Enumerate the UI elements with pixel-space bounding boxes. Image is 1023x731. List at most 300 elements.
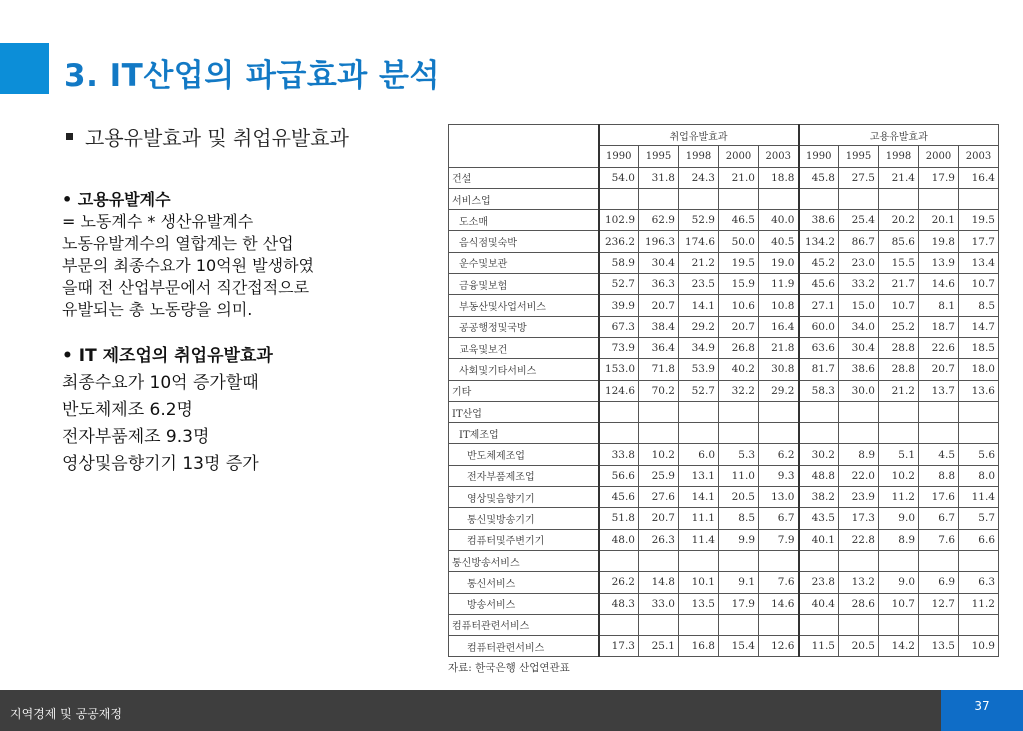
subheading-text: 고용유발효과 및 취업유발효과	[85, 126, 349, 150]
value-cell: 11.2	[879, 487, 919, 508]
section2-heading: • IT 제조업의 취업유발효과	[62, 346, 273, 366]
value-cell: 174.6	[679, 231, 719, 252]
value-cell	[879, 423, 919, 444]
row-label-cell: 컴퓨터관련서비스	[449, 614, 599, 635]
value-cell: 34.9	[679, 337, 719, 358]
year-header-cell: 1995	[839, 146, 879, 167]
value-cell: 23.0	[839, 252, 879, 273]
value-cell: 13.1	[679, 465, 719, 486]
value-cell: 20.7	[639, 295, 679, 316]
value-cell: 15.5	[879, 252, 919, 273]
value-cell	[599, 423, 639, 444]
value-cell: 17.9	[719, 593, 759, 614]
table-row	[449, 274, 999, 295]
value-cell: 39.9	[599, 295, 639, 316]
value-cell: 13.5	[919, 636, 959, 657]
value-cell: 48.8	[799, 465, 839, 486]
value-cell: 5.6	[959, 444, 999, 465]
value-cell	[759, 423, 799, 444]
value-cell: 33.2	[839, 274, 879, 295]
value-cell: 27.6	[639, 487, 679, 508]
row-label-cell: 교육및보건	[449, 337, 599, 358]
value-cell	[599, 550, 639, 571]
value-cell	[639, 423, 679, 444]
value-cell	[919, 550, 959, 571]
year-header-cell: 2000	[719, 146, 759, 167]
value-cell: 25.2	[879, 316, 919, 337]
value-cell: 19.5	[719, 252, 759, 273]
section2-line: 전자부품제조 9.3명	[62, 427, 210, 447]
page-number-box	[941, 690, 1023, 731]
value-cell: 17.6	[919, 487, 959, 508]
table-row	[449, 401, 999, 422]
value-cell: 70.2	[639, 380, 679, 401]
value-cell: 40.5	[759, 231, 799, 252]
table-row	[449, 550, 999, 571]
value-cell: 17.7	[959, 231, 999, 252]
value-cell: 10.6	[719, 295, 759, 316]
value-cell: 22.0	[839, 465, 879, 486]
value-cell	[879, 188, 919, 209]
value-cell: 6.7	[919, 508, 959, 529]
value-cell: 20.2	[879, 210, 919, 231]
value-cell	[639, 614, 679, 635]
value-cell: 13.9	[919, 252, 959, 273]
value-cell	[959, 550, 999, 571]
row-label-cell: 금융및보험	[449, 274, 599, 295]
value-cell	[719, 188, 759, 209]
value-cell: 26.8	[719, 337, 759, 358]
row-label-cell: 건설	[449, 167, 599, 188]
value-cell: 27.1	[799, 295, 839, 316]
section1-heading: • 고용유발계수	[62, 190, 171, 209]
value-cell: 19.0	[759, 252, 799, 273]
value-cell	[959, 401, 999, 422]
value-cell: 153.0	[599, 359, 639, 380]
value-cell: 5.1	[879, 444, 919, 465]
value-cell: 24.3	[679, 167, 719, 188]
value-cell: 6.7	[759, 508, 799, 529]
value-cell: 28.8	[879, 359, 919, 380]
row-label-cell: 음식점및숙박	[449, 231, 599, 252]
value-cell: 20.5	[719, 487, 759, 508]
value-cell	[759, 550, 799, 571]
value-cell	[839, 188, 879, 209]
title-accent-bar	[0, 43, 49, 94]
page-number: 37	[974, 699, 990, 713]
year-header-cell: 1995	[639, 146, 679, 167]
employment-effect-table-wrap	[448, 124, 999, 675]
value-cell	[719, 401, 759, 422]
value-cell: 26.2	[599, 572, 639, 593]
value-cell	[879, 550, 919, 571]
value-cell: 29.2	[759, 380, 799, 401]
table-row	[449, 614, 999, 635]
value-cell: 56.6	[599, 465, 639, 486]
value-cell: 13.6	[959, 380, 999, 401]
value-cell: 38.2	[799, 487, 839, 508]
value-cell	[959, 188, 999, 209]
footer-bar	[0, 690, 1023, 731]
value-cell: 12.6	[759, 636, 799, 657]
value-cell: 27.5	[839, 167, 879, 188]
row-label-cell: 공공행정및국방	[449, 316, 599, 337]
value-cell: 9.1	[719, 572, 759, 593]
value-cell: 21.2	[679, 252, 719, 273]
value-cell: 52.7	[679, 380, 719, 401]
value-cell: 14.1	[679, 487, 719, 508]
value-cell: 40.0	[759, 210, 799, 231]
value-cell: 30.4	[639, 252, 679, 273]
value-cell: 10.7	[879, 593, 919, 614]
value-cell: 28.6	[839, 593, 879, 614]
value-cell: 25.9	[639, 465, 679, 486]
value-cell: 29.2	[679, 316, 719, 337]
value-cell	[839, 401, 879, 422]
value-cell: 30.8	[759, 359, 799, 380]
value-cell: 8.9	[879, 529, 919, 550]
row-label-cell: 통신방송서비스	[449, 550, 599, 571]
value-cell	[919, 614, 959, 635]
value-cell: 10.1	[679, 572, 719, 593]
value-cell: 13.4	[959, 252, 999, 273]
value-cell: 20.1	[919, 210, 959, 231]
value-cell: 10.2	[879, 465, 919, 486]
section1-line: 유발되는 총 노동량을 의미.	[62, 300, 253, 319]
value-cell: 8.5	[719, 508, 759, 529]
value-cell: 16.8	[679, 636, 719, 657]
value-cell: 51.8	[599, 508, 639, 529]
value-cell: 11.9	[759, 274, 799, 295]
value-cell: 21.4	[879, 167, 919, 188]
value-cell: 20.7	[639, 508, 679, 529]
table-row	[449, 252, 999, 273]
value-cell: 22.8	[839, 529, 879, 550]
row-label-cell: 도소매	[449, 210, 599, 231]
page-title: 3. IT산업의 파급효과 분석	[64, 58, 440, 94]
value-cell: 10.8	[759, 295, 799, 316]
year-header-cell: 2003	[959, 146, 999, 167]
value-cell: 20.5	[839, 636, 879, 657]
value-cell	[599, 188, 639, 209]
section1-line: 부문의 최종수요가 10억원 발생하였	[62, 256, 315, 275]
row-label-cell: 컴퓨터및주변기기	[449, 529, 599, 550]
value-cell: 58.9	[599, 252, 639, 273]
value-cell	[679, 401, 719, 422]
value-cell	[799, 614, 839, 635]
value-cell: 23.5	[679, 274, 719, 295]
value-cell: 124.6	[599, 380, 639, 401]
value-cell: 7.6	[919, 529, 959, 550]
value-cell: 25.4	[839, 210, 879, 231]
value-cell: 86.7	[839, 231, 879, 252]
value-cell: 52.9	[679, 210, 719, 231]
value-cell: 23.8	[799, 572, 839, 593]
value-cell: 7.9	[759, 529, 799, 550]
value-cell: 14.8	[639, 572, 679, 593]
value-cell: 30.2	[799, 444, 839, 465]
value-cell	[719, 614, 759, 635]
value-cell: 16.4	[759, 316, 799, 337]
value-cell: 10.9	[959, 636, 999, 657]
value-cell: 21.2	[879, 380, 919, 401]
value-cell: 32.2	[719, 380, 759, 401]
row-label-cell: IT산업	[449, 401, 599, 422]
table-row	[449, 295, 999, 316]
section2-line: 영상및음향기기 13명 증가	[62, 454, 259, 474]
year-header-cell: 2003	[759, 146, 799, 167]
table-row	[449, 359, 999, 380]
section1-line: = 노동계수 * 생산유발계수	[62, 212, 254, 231]
value-cell: 38.6	[839, 359, 879, 380]
value-cell: 17.9	[919, 167, 959, 188]
value-cell: 8.1	[919, 295, 959, 316]
value-cell: 17.3	[599, 636, 639, 657]
value-cell: 23.9	[839, 487, 879, 508]
table-row	[449, 231, 999, 252]
value-cell: 40.4	[799, 593, 839, 614]
value-cell: 20.7	[919, 359, 959, 380]
value-cell: 40.1	[799, 529, 839, 550]
footer-text: 지역경제 및 공공재정	[10, 707, 122, 721]
value-cell: 11.1	[679, 508, 719, 529]
group-header-employment-induced: 취업유발효과	[599, 125, 799, 146]
value-cell: 11.2	[959, 593, 999, 614]
value-cell: 21.7	[879, 274, 919, 295]
table-row	[449, 465, 999, 486]
section1-line: 노동유발계수의 열합계는 한 산업	[62, 234, 294, 253]
table-row	[449, 337, 999, 358]
value-cell: 6.2	[759, 444, 799, 465]
value-cell: 25.1	[639, 636, 679, 657]
value-cell: 8.8	[919, 465, 959, 486]
value-cell	[879, 614, 919, 635]
value-cell	[679, 188, 719, 209]
value-cell	[839, 423, 879, 444]
value-cell: 6.9	[919, 572, 959, 593]
row-label-cell: 통신및방송기기	[449, 508, 599, 529]
value-cell	[599, 401, 639, 422]
value-cell	[759, 614, 799, 635]
value-cell: 7.6	[759, 572, 799, 593]
value-cell: 63.6	[799, 337, 839, 358]
table-row	[449, 316, 999, 337]
value-cell: 9.9	[719, 529, 759, 550]
value-cell	[759, 188, 799, 209]
value-cell: 12.7	[919, 593, 959, 614]
value-cell: 53.9	[679, 359, 719, 380]
body-text	[62, 189, 382, 478]
value-cell: 9.3	[759, 465, 799, 486]
table-source-note: 자료: 한국은행 산업연관표	[448, 662, 570, 675]
table-row	[449, 529, 999, 550]
value-cell	[839, 550, 879, 571]
value-cell: 48.3	[599, 593, 639, 614]
value-cell	[639, 188, 679, 209]
value-cell: 45.6	[799, 274, 839, 295]
value-cell: 14.1	[679, 295, 719, 316]
value-cell: 134.2	[799, 231, 839, 252]
value-cell: 17.3	[839, 508, 879, 529]
value-cell	[919, 401, 959, 422]
row-label-cell: IT제조업	[449, 423, 599, 444]
value-cell: 18.8	[759, 167, 799, 188]
value-cell: 45.6	[599, 487, 639, 508]
value-cell: 38.6	[799, 210, 839, 231]
value-cell: 50.0	[719, 231, 759, 252]
value-cell: 67.3	[599, 316, 639, 337]
value-cell: 33.8	[599, 444, 639, 465]
value-cell: 4.5	[919, 444, 959, 465]
value-cell: 10.2	[639, 444, 679, 465]
value-cell: 31.8	[639, 167, 679, 188]
row-label-cell: 운수및보관	[449, 252, 599, 273]
value-cell: 8.0	[959, 465, 999, 486]
value-cell: 15.4	[719, 636, 759, 657]
row-label-cell: 부동산및사업서비스	[449, 295, 599, 316]
employment-effect-table	[448, 124, 999, 657]
table-row	[449, 380, 999, 401]
section2-line: 반도체제조 6.2명	[62, 400, 193, 420]
value-cell: 11.5	[799, 636, 839, 657]
value-cell: 11.4	[959, 487, 999, 508]
table-row	[449, 188, 999, 209]
row-label-cell: 컴퓨터관련서비스	[449, 636, 599, 657]
value-cell	[919, 188, 959, 209]
value-cell: 6.3	[959, 572, 999, 593]
row-label-cell: 전자부품제조업	[449, 465, 599, 486]
value-cell	[679, 550, 719, 571]
value-cell: 102.9	[599, 210, 639, 231]
table-row	[449, 636, 999, 657]
value-cell: 33.0	[639, 593, 679, 614]
value-cell: 5.7	[959, 508, 999, 529]
value-cell: 52.7	[599, 274, 639, 295]
value-cell: 30.4	[839, 337, 879, 358]
section2-line: 최종수요가 10억 증가할때	[62, 373, 259, 393]
value-cell: 54.0	[599, 167, 639, 188]
value-cell: 15.9	[719, 274, 759, 295]
row-label-cell: 방송서비스	[449, 593, 599, 614]
value-cell: 43.5	[799, 508, 839, 529]
year-header-cell: 2000	[919, 146, 959, 167]
value-cell	[799, 423, 839, 444]
value-cell: 22.6	[919, 337, 959, 358]
value-cell: 62.9	[639, 210, 679, 231]
value-cell	[679, 423, 719, 444]
value-cell: 28.8	[879, 337, 919, 358]
value-cell: 16.4	[959, 167, 999, 188]
value-cell: 5.3	[719, 444, 759, 465]
value-cell: 60.0	[799, 316, 839, 337]
value-cell: 71.8	[639, 359, 679, 380]
value-cell: 30.0	[839, 380, 879, 401]
value-cell: 18.5	[959, 337, 999, 358]
value-cell: 21.0	[719, 167, 759, 188]
row-label-cell: 반도체제조업	[449, 444, 599, 465]
value-cell	[799, 188, 839, 209]
group-header-hiring-induced: 고용유발효과	[799, 125, 999, 146]
value-cell: 40.2	[719, 359, 759, 380]
value-cell	[759, 401, 799, 422]
table-row	[449, 593, 999, 614]
year-header-cell: 1998	[879, 146, 919, 167]
value-cell: 13.5	[679, 593, 719, 614]
table-row	[449, 487, 999, 508]
value-cell: 18.0	[959, 359, 999, 380]
value-cell: 36.4	[639, 337, 679, 358]
value-cell: 21.8	[759, 337, 799, 358]
row-label-cell: 사회및기타서비스	[449, 359, 599, 380]
value-cell: 58.3	[799, 380, 839, 401]
value-cell: 15.0	[839, 295, 879, 316]
row-label-cell: 영상및음향기기	[449, 487, 599, 508]
value-cell	[799, 550, 839, 571]
value-cell: 19.5	[959, 210, 999, 231]
value-cell: 14.6	[759, 593, 799, 614]
value-cell: 20.7	[719, 316, 759, 337]
value-cell: 38.4	[639, 316, 679, 337]
value-cell	[839, 614, 879, 635]
value-cell: 36.3	[639, 274, 679, 295]
value-cell: 13.0	[759, 487, 799, 508]
value-cell: 45.2	[799, 252, 839, 273]
value-cell: 18.7	[919, 316, 959, 337]
value-cell: 8.9	[839, 444, 879, 465]
year-header-cell: 1990	[599, 146, 639, 167]
value-cell: 81.7	[799, 359, 839, 380]
table-row	[449, 444, 999, 465]
row-label-cell: 기타	[449, 380, 599, 401]
value-cell	[799, 401, 839, 422]
value-cell: 9.0	[879, 508, 919, 529]
value-cell: 6.0	[679, 444, 719, 465]
value-cell	[599, 614, 639, 635]
value-cell: 11.4	[679, 529, 719, 550]
section1-line: 을때 전 산업부문에서 직간접적으로	[62, 278, 310, 297]
value-cell: 236.2	[599, 231, 639, 252]
value-cell: 34.0	[839, 316, 879, 337]
value-cell: 45.8	[799, 167, 839, 188]
value-cell: 8.5	[959, 295, 999, 316]
value-cell: 9.0	[879, 572, 919, 593]
value-cell	[919, 423, 959, 444]
value-cell: 73.9	[599, 337, 639, 358]
value-cell: 14.7	[959, 316, 999, 337]
value-cell: 13.2	[839, 572, 879, 593]
value-cell	[879, 401, 919, 422]
value-cell: 14.6	[919, 274, 959, 295]
subheading	[66, 122, 349, 151]
value-cell: 19.8	[919, 231, 959, 252]
value-cell: 10.7	[959, 274, 999, 295]
table-row	[449, 423, 999, 444]
value-cell	[679, 614, 719, 635]
value-cell: 10.7	[879, 295, 919, 316]
value-cell: 14.2	[879, 636, 919, 657]
value-cell	[719, 550, 759, 571]
row-label-cell: 서비스업	[449, 188, 599, 209]
value-cell: 196.3	[639, 231, 679, 252]
table-row	[449, 167, 999, 188]
table-group-header-row	[449, 125, 999, 146]
table-row	[449, 508, 999, 529]
value-cell: 85.6	[879, 231, 919, 252]
value-cell: 26.3	[639, 529, 679, 550]
value-cell: 48.0	[599, 529, 639, 550]
value-cell: 6.6	[959, 529, 999, 550]
table-body	[449, 167, 999, 657]
